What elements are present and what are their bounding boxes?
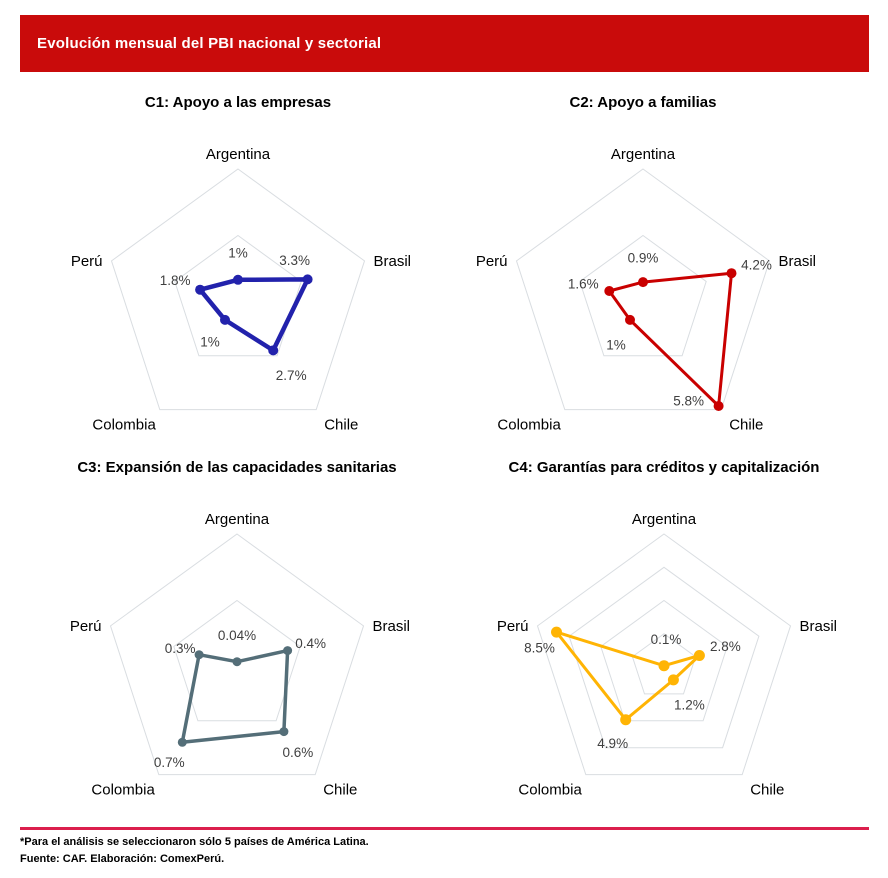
value-label-brasil: 2.8% xyxy=(710,639,741,654)
chart-c1-title: C1: Apoyo a las empresas xyxy=(144,94,332,111)
value-label-perú: 8.5% xyxy=(524,640,555,656)
value-label-colombia: 4.9% xyxy=(597,736,629,752)
data-point-perú xyxy=(551,627,562,638)
data-point-brasil xyxy=(694,650,705,661)
data-point-colombia xyxy=(178,738,187,747)
category-label-chile: Chile xyxy=(750,781,785,799)
category-label-argentina: Argentina xyxy=(204,511,270,528)
data-point-argentina xyxy=(233,275,243,285)
data-point-chile xyxy=(268,345,278,355)
value-label-colombia: 0.7% xyxy=(153,754,185,770)
radar-chart-c3 xyxy=(17,482,457,814)
value-label-argentina: 0.1% xyxy=(650,632,682,648)
category-label-brasil: Brasil xyxy=(799,617,838,635)
category-label-chile: Chile xyxy=(323,781,358,799)
chart-c4 xyxy=(444,458,884,820)
footer-source: Fuente: CAF. Elaboración: ComexPerú. xyxy=(20,853,225,865)
radar-grid-ring-1 xyxy=(517,169,770,410)
category-label-argentina: Argentina xyxy=(205,146,271,163)
radar-grid-ring-1 xyxy=(111,534,364,775)
chart-c2-title: C2: Apoyo a familias xyxy=(569,94,717,111)
value-label-chile: 1.2% xyxy=(674,697,705,713)
category-label-colombia: Colombia xyxy=(92,416,156,434)
value-label-argentina: 0.9% xyxy=(627,250,659,266)
value-label-argentina: 1% xyxy=(228,245,248,261)
category-label-chile: Chile xyxy=(324,416,359,434)
header-banner xyxy=(20,15,869,72)
value-label-chile: 0.6% xyxy=(282,745,314,761)
radar-chart-c1 xyxy=(18,117,458,449)
data-point-argentina xyxy=(233,657,242,666)
category-label-argentina: Argentina xyxy=(610,146,676,163)
category-label-argentina: Argentina xyxy=(631,511,697,528)
value-label-perú: 1.8% xyxy=(159,273,191,289)
category-label-brasil: Brasil xyxy=(372,617,411,635)
data-point-colombia xyxy=(220,315,230,325)
data-point-brasil xyxy=(727,268,737,278)
category-label-brasil: Brasil xyxy=(373,252,412,270)
value-label-argentina: 0.04% xyxy=(217,628,257,644)
value-label-brasil: 3.3% xyxy=(279,252,310,268)
chart-c3 xyxy=(17,458,457,820)
category-label-brasil: Brasil xyxy=(778,252,817,270)
radar-grid-ring-1 xyxy=(112,169,365,410)
header-title: Evolución mensual del PBI nacional y sectorial xyxy=(37,35,382,52)
value-label-colombia: 1% xyxy=(606,337,626,353)
data-point-argentina xyxy=(659,660,670,671)
data-point-perú xyxy=(195,285,205,295)
category-label-perú: Perú xyxy=(496,617,529,635)
radar-chart-c4 xyxy=(444,482,884,814)
value-label-perú: 0.3% xyxy=(164,641,196,657)
value-label-colombia: 1% xyxy=(200,334,220,350)
chart-c2 xyxy=(423,93,863,455)
data-point-chile xyxy=(714,401,724,411)
category-label-colombia: Colombia xyxy=(91,781,155,799)
data-point-chile xyxy=(668,674,679,685)
data-point-brasil xyxy=(283,646,292,655)
data-point-brasil xyxy=(303,274,313,284)
radar-series-polygon xyxy=(609,273,731,406)
data-point-argentina xyxy=(638,277,648,287)
data-point-perú xyxy=(604,286,614,296)
chart-c4-title: C4: Garantías para créditos y capitalización xyxy=(508,459,820,476)
value-label-chile: 5.8% xyxy=(673,393,704,409)
footer-note: *Para el análisis se seleccionaron sólo 5 países de América Latina. xyxy=(20,836,369,848)
footer-divider-rule xyxy=(20,827,869,830)
data-point-perú xyxy=(195,650,204,659)
chart-c3-title: C3: Expansión de las capacidades sanitarias xyxy=(77,459,397,476)
data-point-colombia xyxy=(620,714,631,725)
category-label-colombia: Colombia xyxy=(518,781,582,799)
value-label-perú: 1.6% xyxy=(567,276,599,292)
value-label-brasil: 0.4% xyxy=(295,636,326,652)
category-label-perú: Perú xyxy=(69,617,102,635)
category-label-perú: Perú xyxy=(475,252,508,270)
data-point-chile xyxy=(279,727,288,736)
category-label-perú: Perú xyxy=(70,252,103,270)
category-label-chile: Chile xyxy=(729,416,764,434)
value-label-brasil: 4.2% xyxy=(741,257,772,273)
value-label-chile: 2.7% xyxy=(275,367,307,383)
chart-c1 xyxy=(18,93,458,455)
radar-chart-c2 xyxy=(423,117,863,449)
data-point-colombia xyxy=(625,315,635,325)
category-label-colombia: Colombia xyxy=(497,416,561,434)
